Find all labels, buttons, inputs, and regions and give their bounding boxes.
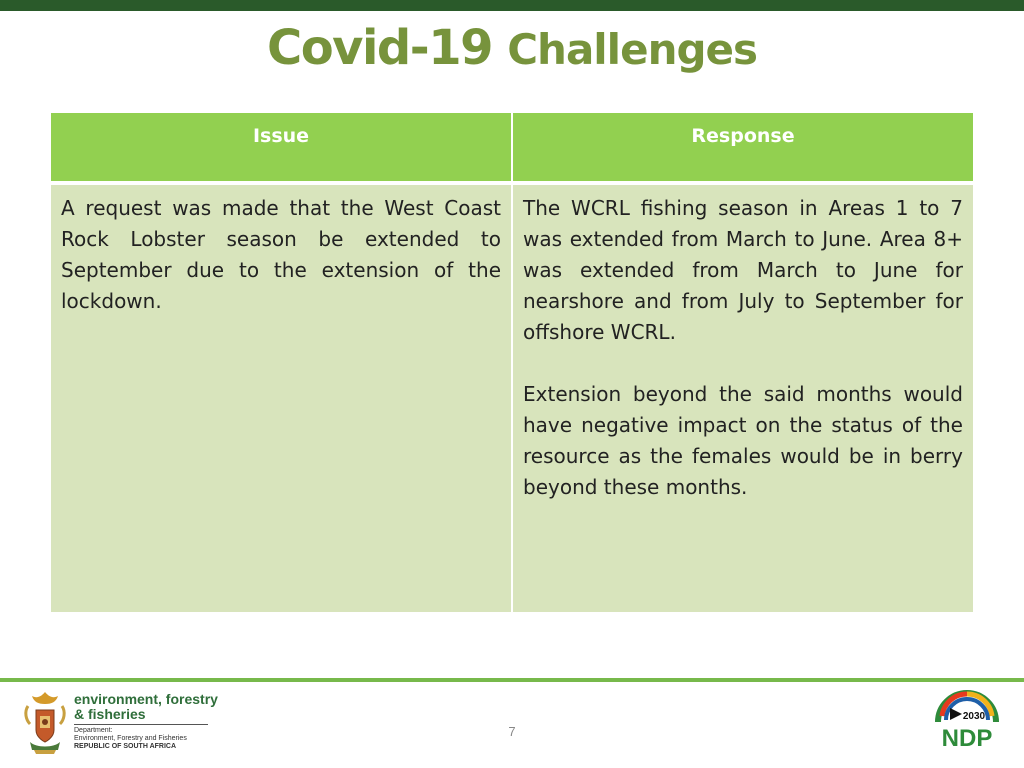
issue-cell [51, 183, 512, 612]
top-bar [0, 0, 1024, 11]
department-sub-line3: REPUBLIC OF SOUTH AFRICA [74, 743, 177, 750]
header-response: Response [512, 113, 973, 183]
table-header-row [51, 113, 973, 183]
slide-title [0, 20, 1024, 76]
ndp-2030-logo [932, 686, 1002, 752]
header-issue: Issue [51, 113, 512, 183]
department-sub-line2: Environment, Forestry and Fisheries [74, 735, 187, 742]
issue-text: A request was made that the West Coast Rock Lobster season be extended to September due to the extension of the lockdown. [61, 196, 501, 313]
response-cell [512, 183, 973, 612]
footer-divider [0, 678, 1024, 682]
response-paragraph-2: Extension beyond the said months would have negative impact on the status of the resource as the females would be in berry beyond these months. [523, 382, 963, 499]
response-paragraph-1: The WCRL fishing season in Areas 1 to 7 was extended from March to June. Area 8+ was extended from March to June for nearshore and from July to September for offshore WCRL. [523, 196, 963, 344]
coat-of-arms-icon [22, 690, 68, 756]
title-part1: Covid-19 [266, 20, 492, 76]
title-part2: Challenges [507, 25, 758, 74]
department-name-line1: environment, forestry [74, 691, 218, 707]
ndp-year: 2030 [962, 711, 986, 722]
department-name-line2: & fisheries [74, 706, 146, 722]
department-name [74, 692, 224, 722]
page-number: 7 [508, 724, 516, 739]
department-subtitle [74, 727, 224, 751]
department-divider [74, 724, 208, 725]
ndp-text: NDP [941, 725, 993, 752]
table-row [51, 183, 973, 612]
department-sub-line1: Department: [74, 727, 113, 734]
challenges-table [51, 113, 973, 612]
department-logo [20, 690, 220, 756]
